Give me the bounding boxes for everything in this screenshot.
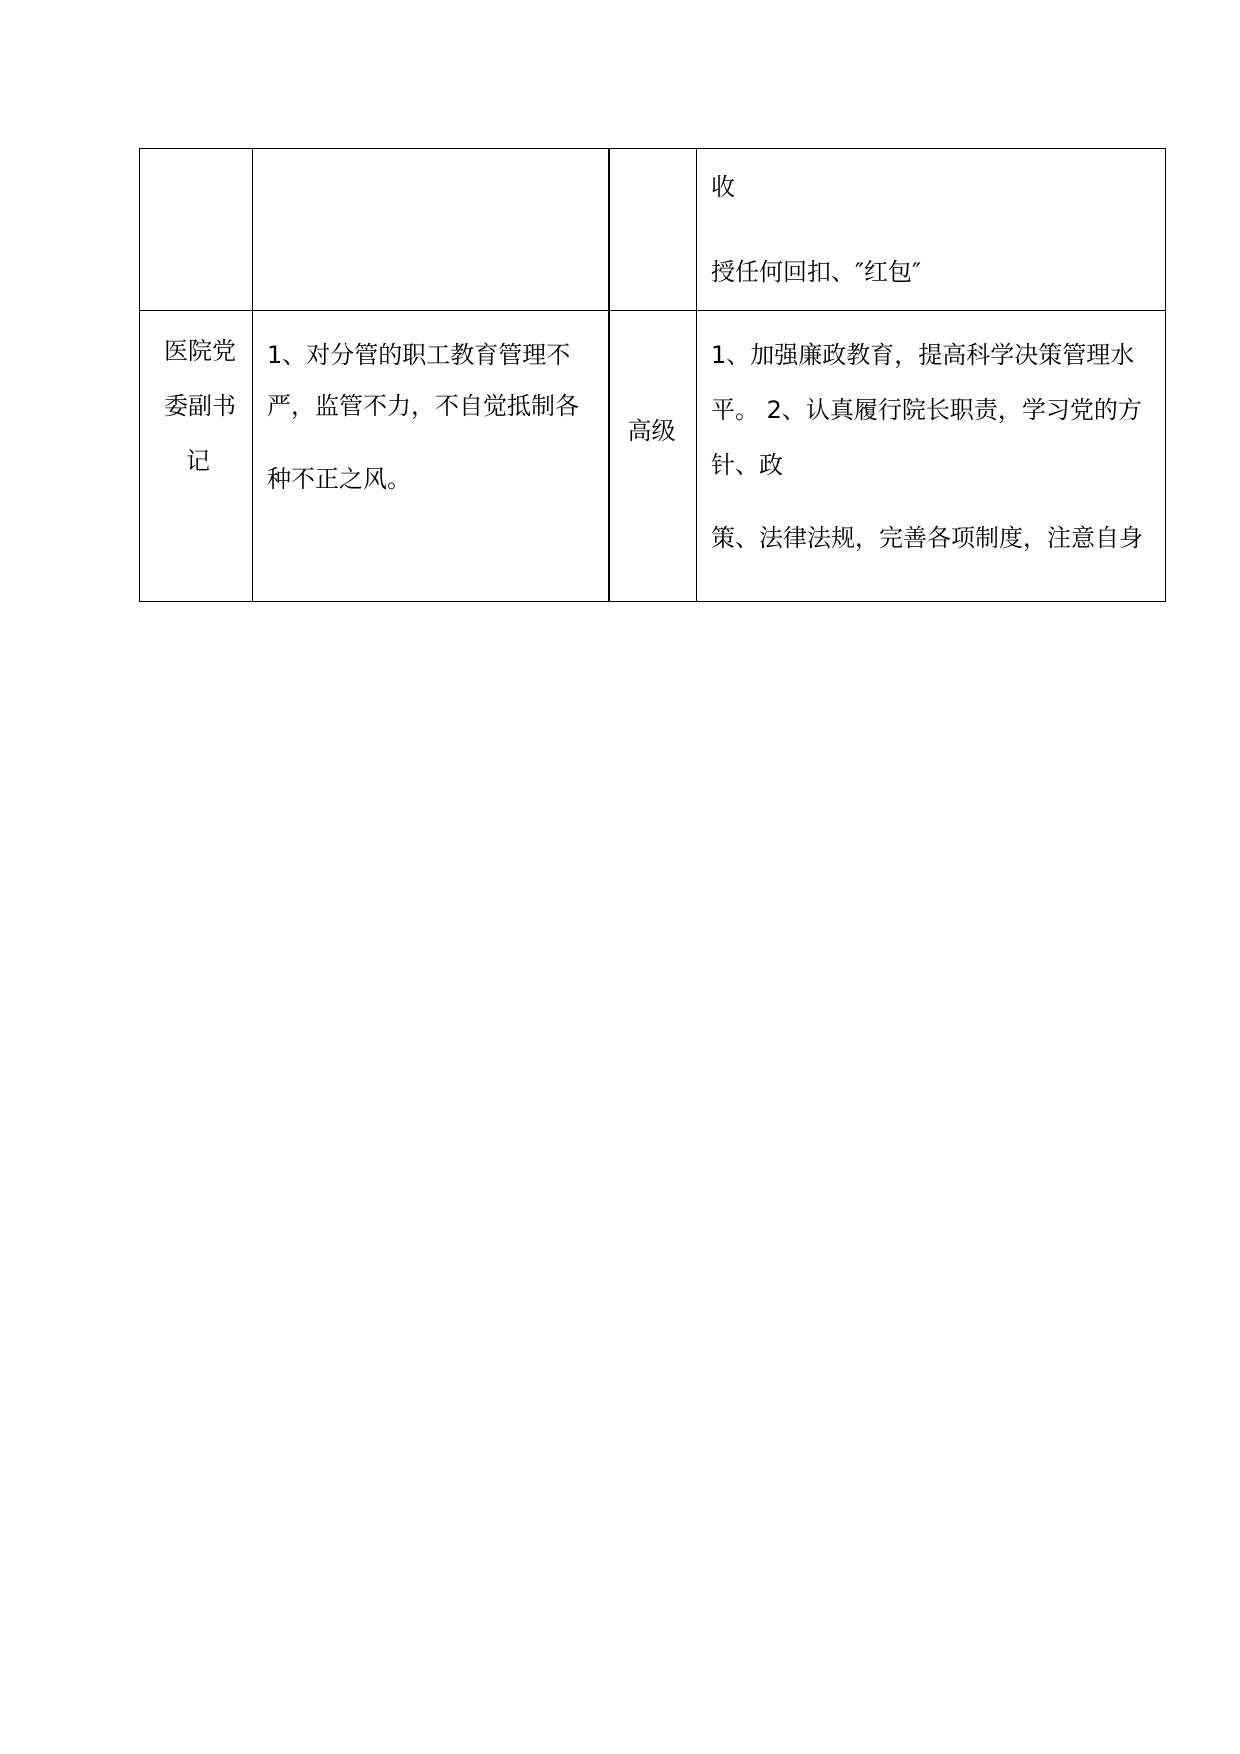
- measures-line: 1、加强廉政教育，提高科学决策管理水: [711, 341, 1135, 369]
- risk-cell: [253, 311, 609, 602]
- measures-cell: [697, 149, 1166, 311]
- role-line: 委副书: [164, 392, 236, 420]
- risk-line: 种不正之风。: [267, 465, 411, 493]
- table-row: [140, 149, 1166, 311]
- measures-line: 平。 2、认真履行院长职责，学习党的方: [711, 396, 1142, 424]
- risk-table: [139, 148, 1166, 602]
- risk-line: 严，监管不力，不自觉抵制各: [267, 392, 579, 420]
- role-cell: [140, 149, 253, 311]
- level-cell: [609, 149, 697, 311]
- measures-line: 授任何回扣、″红包″: [711, 258, 921, 286]
- measures-cell: [697, 311, 1166, 602]
- measures-line: 收: [711, 173, 735, 201]
- risk-cell: [253, 149, 609, 311]
- role-line: 记: [186, 447, 210, 475]
- measures-line: 策、法律法规，完善各项制度，注意自身: [711, 524, 1143, 552]
- role-cell: [140, 311, 253, 602]
- risk-line: 1、对分管的职工教育管理不: [267, 341, 571, 369]
- level-label: 高级: [627, 417, 676, 445]
- role-line: 医院党: [164, 337, 236, 365]
- level-cell: [609, 311, 697, 602]
- table-row: [140, 311, 1166, 602]
- measures-line: 针、政: [711, 451, 783, 479]
